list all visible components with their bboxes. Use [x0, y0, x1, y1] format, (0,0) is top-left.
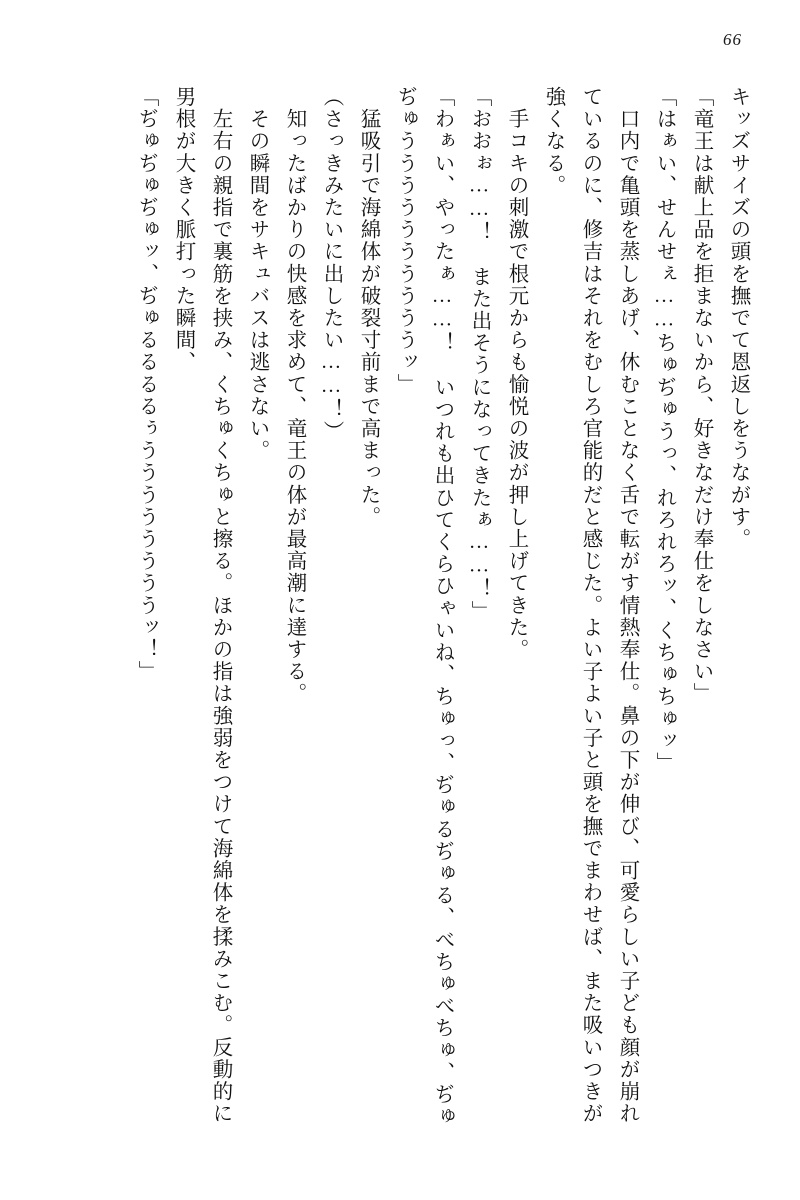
paragraph: キッズサイズの頭を撫でて恩返しをうながす。: [727, 86, 749, 551]
page-body-text: [44, 86, 756, 1146]
page-number: 66: [723, 30, 742, 49]
paragraph: 猛吸引で海綿体が破裂寸前まで高まった。: [357, 86, 379, 528]
paragraph: 「ぢゅぢゅぢゅッ、ぢゅるるるるぅううううううううッ！」: [135, 86, 157, 683]
paragraph: その瞬間をサキュバスは逃さない。: [246, 86, 268, 462]
paragraph: 手コキの刺激で根元からも愉悦の波が押し上げてきた。: [505, 86, 527, 661]
paragraph: 「はぁい、せんせぇ……ちゅぢゅうっ、れろれろッ、くちゅちゅッ」: [653, 86, 675, 775]
paragraph: （さっきみたいに出したい……！）: [320, 86, 342, 443]
paragraph: 口内で亀頭を蒸しあげ、休むことなく舌で転がす情熱奉仕。鼻の下が伸び、可愛らしい子ども顔が崩れているのに、修吉はそれをむしろ官能的だと感じた。よい子よい子と頭を撫でまわせば、また吸いつきが強くなる。: [542, 86, 638, 1125]
paragraph: 「わぁい、やったぁ……！ いつれも出ひてくらひゃいね、ちゅっ、ぢゅるぢゅる、べちゅべちゅ、ぢゅぢゅううううううううううッ」: [394, 86, 453, 1128]
paragraph: 「竜王は献上品を拒まないから、好きなだけ奉仕をしなさい」: [690, 86, 712, 705]
paragraph: 知ったばかりの快感を求めて、竜王の体が最高潮に達する。: [283, 86, 305, 705]
paragraph: 左右の親指で裏筋を挟み、くちゅくちゅと擦る。ほかの指は強弱をつけて海綿体を揉みこむ。反動的に男根が大きく脈打った瞬間、: [172, 86, 231, 1125]
paragraph: 「おおぉ……！ また出そうになってきたぁ……！」: [468, 86, 490, 623]
